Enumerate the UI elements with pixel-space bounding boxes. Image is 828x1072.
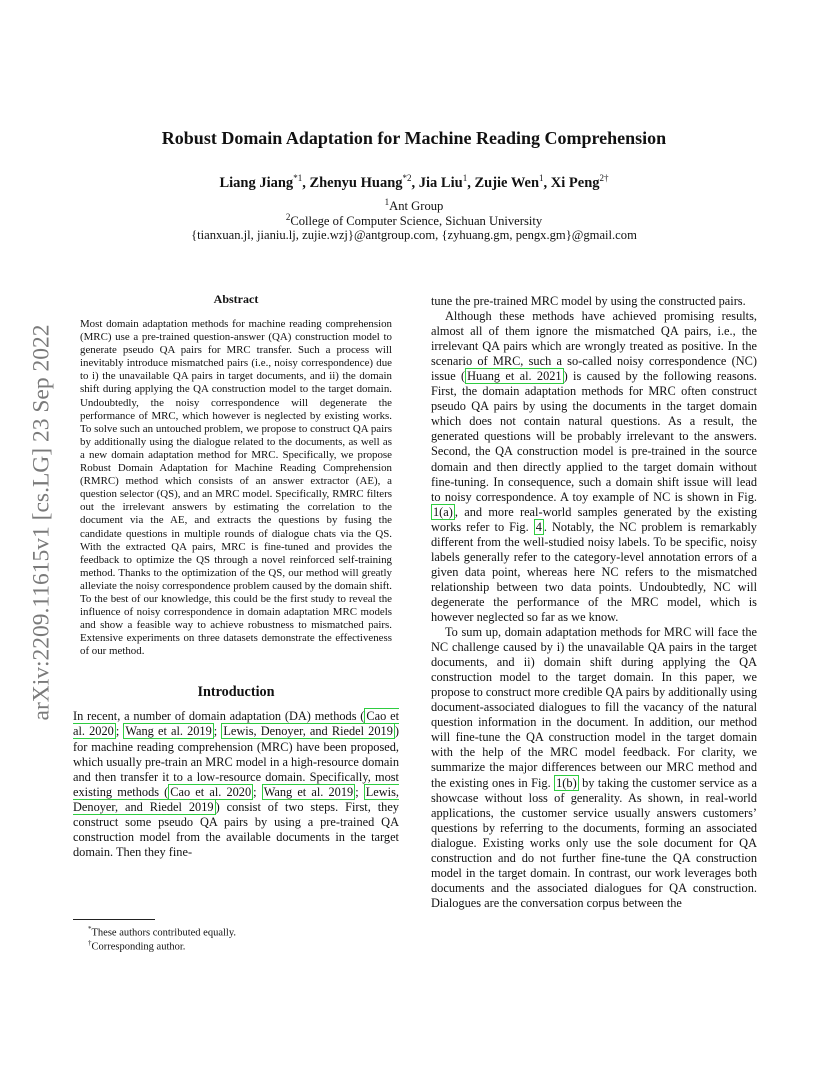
continued-paragraph: tune the pre-trained MRC model by using the constructed pairs. xyxy=(431,294,746,308)
affiliation-mark: 2 xyxy=(285,212,291,222)
citation-link[interactable]: Wang et al. 2019 xyxy=(125,724,212,739)
left-column xyxy=(73,292,399,860)
citation-link[interactable]: Lewis, Denoyer, and Riedel 2019 xyxy=(223,724,393,739)
introduction-heading: Introduction xyxy=(197,684,275,701)
footnote-text: These authors contributed equally. xyxy=(91,927,237,939)
author-name: Xi Peng xyxy=(550,174,600,191)
introduction-paragraph xyxy=(73,709,399,859)
citation-link[interactable]: Lewis, Denoyer, and Riedel 2019 xyxy=(73,784,400,814)
affiliation-2 xyxy=(0,212,828,229)
footnote-mark: † xyxy=(88,939,92,947)
noisy-correspondence-paragraph xyxy=(431,309,757,625)
author-mark: *2 xyxy=(402,173,412,183)
text-run: ) consist of two steps. First, they construct some pseudo QA pairs by using a pre-trained QA construction model from the available documents in the target domain. Then they fine- xyxy=(73,799,399,859)
text-run: ) is caused by the following reasons. First, the domain adaptation methods for MRC often construct pseudo QA pairs by using the documents in the target domain which does not contain natural questions. As a result, the generated questions will be probably irrelevant to the answers. Second, the QA construction model is pre-trained in the source domain and then directly applied to the target domain without fine-tuning. In consequence, such a domain shift issue will lead to noisy correspondence. A toy example of NC is shown in Fig. xyxy=(431,369,757,504)
paper-title: Robust Domain Adaptation for Machine Reading Comprehension xyxy=(161,128,667,148)
text-run: ; xyxy=(213,724,222,739)
author-name: Zhenyu Huang xyxy=(309,174,403,191)
citation-link[interactable]: Cao et al. 2020 xyxy=(73,709,399,739)
author-mark: 2† xyxy=(599,173,609,183)
text-run: To sum up, domain adaptation methods for MRC will face the NC challenge caused by i) the unavailable QA pairs in the target documents, and ii) domain shift during applying the QA construction model to the target domain. In this paper, we propose to construct more credible QA pairs by additionally using document-associated dialogues to fill the vacancy of the natural question information in the document. In addition, our method will fine-tune the QA construction model in the target domain with the help of the MRC model feedback. For clarity, we summarize the major differences between our MRC method and the existing ones in Fig. xyxy=(431,625,758,790)
abstract-heading: Abstract xyxy=(213,292,259,306)
text-run: ; xyxy=(355,784,364,799)
citation-link[interactable]: Cao et al. 2020 xyxy=(170,784,252,799)
author-separator: , xyxy=(411,174,419,191)
affiliation-text: College of Computer Science, Sichuan University xyxy=(290,214,543,229)
arxiv-identifier xyxy=(24,287,60,757)
arxiv-identifier-text: arXiv:2209.11615v1 [cs.LG] 23 Sep 2022 xyxy=(28,324,55,720)
footnote-2 xyxy=(88,939,185,953)
author-list xyxy=(0,173,828,192)
right-column xyxy=(431,294,757,911)
author-mark: 1 xyxy=(462,173,468,183)
text-run: In recent, a number of domain adaptation (DA) methods ( xyxy=(73,709,365,724)
author-emails: {tianxuan.jl, jianiu.lj, zujie.wzj}@antgroup.com, {zyhuang.gm, pengx.gm}@gmail.com xyxy=(191,228,637,242)
text-run: ) for machine reading comprehension (MRC) have been proposed, which usually pre-train an MRC model in a high-resource domain and then transfer it to a low-resource domain. Specifically, most existing methods ( xyxy=(73,724,400,799)
abstract-text: Most domain adaptation methods for machine reading comprehension (MRC) use a pre-trained question-answer (QA) construction model to generate pseudo QA pairs for MRC transfer. Such a process will inevitably introduce mismatched pairs (i.e., noisy correspondence) due to i) the unavailable QA pairs in target documents, and ii) the domain shift during applying the QA construction model to the target domain. Undoubtedly, the noisy correspondence will degenerate the performance of MRC, which however is neglected by existing works. To solve such an untouched problem, we propose to construct QA pairs by additionally using the dialogue related to the documents, as well as a new domain adaptation method for MRC. Specifically, we propose Robust Domain Adaptation for Machine Reading Comprehension (RMRC) method which consists of an answer extractor (AE), a question selector (QS), and an MRC model. Specifically, RMRC filters out the irrelevant answers by estimating the correlation to the document via the AE, and extracts the questions by fusing the candidate questions in multiple rounds of dialogue chats via the QS. With the extracted QA pairs, MRC is fine-tuned and provides the feedback to optimize the QS through a novel reinforced self-training method. Thanks to the optimization of the QS, our method will greatly alleviate the noisy correspondence problem caused by the domain shift. To the best of our knowledge, this could be the first study to reveal the influence of noisy correspondence in domain adaptation MRC models and show a feasible way to achieve robustness to mismatched pairs. Extensive experiments on three datasets demonstrate the effectiveness of our method. xyxy=(80,318,392,658)
figure-link[interactable]: 1(b) xyxy=(556,775,577,790)
figure-link[interactable]: 1(a) xyxy=(433,504,453,519)
author-name: Jia Liu xyxy=(418,174,463,191)
affiliation-mark: 1 xyxy=(384,197,390,207)
author-name: Liang Jiang xyxy=(219,174,294,191)
footnote-text: Corresponding author. xyxy=(91,941,186,953)
author-separator: , xyxy=(302,174,310,191)
author-separator: , xyxy=(543,174,551,191)
text-run: ; xyxy=(115,724,124,739)
footnote-divider xyxy=(73,919,155,920)
citation-link[interactable]: Huang et al. 2021 xyxy=(467,369,562,384)
figure-link[interactable]: 4 xyxy=(535,519,542,534)
text-run: by taking the customer service as a showcase without loss of generality. As shown, in real-world applications, the customer service usually answers customers’ questions by referring to the documents, forming an associated dialogue. Existing works only use the sole document for QA construction and do not further fine-tune the QA construction model in the target domain. In contrast, our work leverages both documents and the associated dialogues for QA construction. Dialogues are the conversation corpus between the xyxy=(431,775,757,910)
text-run: . Notably, the NC problem is remarkably different from the well-studied noisy labels. To be specific, noisy labels generally refer to the category-level annotation errors of a given data point, whereas here NC refers to the mismatched relationship between two data points. Undoubtedly, NC will degenerate the performance of the MRC model, which is however neglected so far as we know. xyxy=(431,519,757,624)
affiliation-text: Ant Group xyxy=(389,199,444,214)
footnote-1 xyxy=(88,925,236,939)
text-run: Although these methods have achieved promising results, almost all of them ignore the mismatched QA pairs, i.e., the irrelevant QA pairs which are wrongly treated as positive. In the scenario of MRC, such a so-called noisy correspondence (NC) issue ( xyxy=(431,309,757,384)
author-name: Zujie Wen xyxy=(474,174,540,191)
text-run: ; xyxy=(253,784,262,799)
author-separator: , xyxy=(467,174,475,191)
author-mark: *1 xyxy=(293,173,303,183)
text-run: , and more real-world samples generated by the existing works refer to Fig. xyxy=(431,504,757,534)
summary-paragraph xyxy=(431,625,757,911)
author-mark: 1 xyxy=(539,173,544,183)
footnote-mark: * xyxy=(88,925,92,933)
citation-link[interactable]: Wang et al. 2019 xyxy=(263,784,354,799)
